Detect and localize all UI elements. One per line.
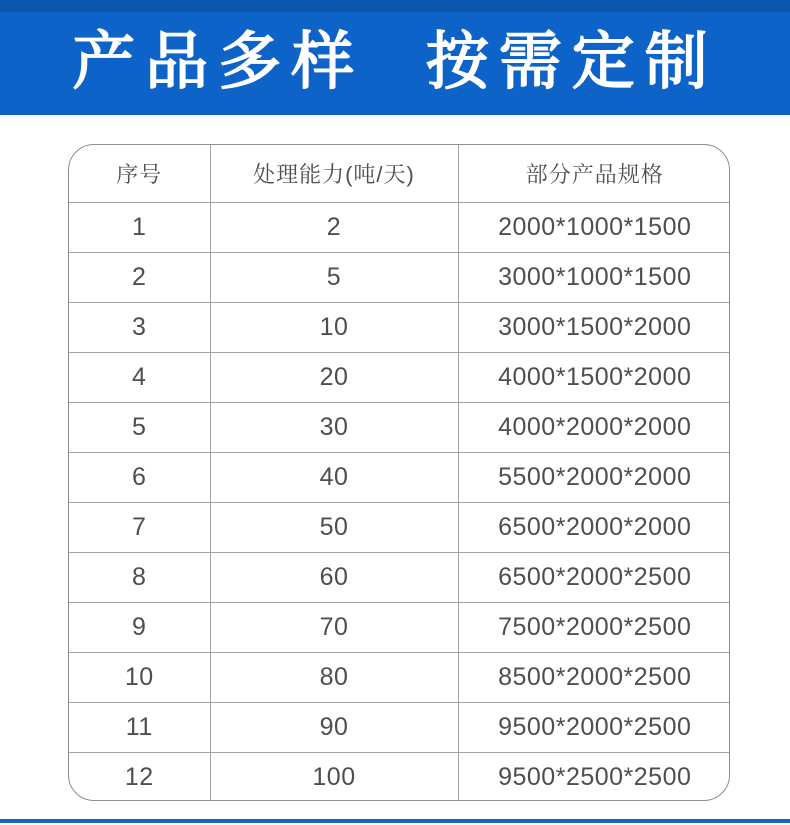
table-row xyxy=(69,303,730,353)
table-row xyxy=(69,753,730,802)
table-row xyxy=(69,353,730,403)
cell-serial: 8 xyxy=(69,553,210,603)
cell-capacity: 40 xyxy=(210,453,458,503)
col-header-serial: 序号 xyxy=(116,162,163,187)
cell-spec: 5500*2000*2000 xyxy=(458,453,730,503)
cell-capacity: 2 xyxy=(210,203,458,253)
cell-spec: 3000*1500*2000 xyxy=(458,303,730,353)
cell-serial: 6 xyxy=(69,453,210,503)
banner-title: 产品多样 按需定制 xyxy=(72,27,718,97)
cell-capacity: 70 xyxy=(210,603,458,653)
table-row xyxy=(69,403,730,453)
cell-spec: 8500*2000*2500 xyxy=(458,653,730,703)
cell-spec: 9500*2000*2500 xyxy=(458,703,730,753)
table-row xyxy=(69,703,730,753)
table-row xyxy=(69,453,730,503)
cell-serial: 1 xyxy=(69,203,210,253)
col-header-spec: 部分产品规格 xyxy=(458,145,730,203)
cell-serial: 2 xyxy=(69,253,210,303)
bottom-divider-bar xyxy=(0,819,790,823)
cell-capacity: 50 xyxy=(210,503,458,553)
cell-spec: 7500*2000*2500 xyxy=(458,603,730,653)
cell-spec: 4000*2000*2000 xyxy=(458,403,730,453)
cell-serial: 7 xyxy=(69,503,210,553)
cell-serial: 3 xyxy=(69,303,210,353)
spec-table-card xyxy=(68,144,730,801)
cell-spec: 3000*1000*1500 xyxy=(458,253,730,303)
cell-serial: 4 xyxy=(69,353,210,403)
cell-capacity: 80 xyxy=(210,653,458,703)
cell-serial: 5 xyxy=(69,403,210,453)
cell-capacity: 10 xyxy=(210,303,458,353)
cell-capacity: 20 xyxy=(210,353,458,403)
cell-capacity: 60 xyxy=(210,553,458,603)
col-header-capacity: 处理能力(吨/天) xyxy=(210,145,458,203)
banner-top-strip xyxy=(0,0,790,12)
cell-spec: 6500*2000*2500 xyxy=(458,553,730,603)
cell-spec: 6500*2000*2000 xyxy=(458,503,730,553)
table-row xyxy=(69,653,730,703)
table-header-row xyxy=(69,145,730,203)
cell-spec: 9500*2500*2500 xyxy=(458,753,730,802)
cell-serial: 11 xyxy=(69,703,210,753)
table-row xyxy=(69,603,730,653)
cell-capacity: 90 xyxy=(210,703,458,753)
table-row xyxy=(69,253,730,303)
cell-capacity: 100 xyxy=(210,753,458,802)
spec-table xyxy=(69,145,730,801)
cell-capacity: 30 xyxy=(210,403,458,453)
cell-serial: 9 xyxy=(69,603,210,653)
table-row xyxy=(69,553,730,603)
cell-serial: 10 xyxy=(69,653,210,703)
cell-capacity: 5 xyxy=(210,253,458,303)
cell-spec: 2000*1000*1500 xyxy=(458,203,730,253)
table-row xyxy=(69,203,730,253)
banner xyxy=(0,0,790,115)
cell-spec: 4000*1500*2000 xyxy=(458,353,730,403)
cell-serial: 12 xyxy=(69,753,210,802)
table-body xyxy=(69,203,730,802)
table-row xyxy=(69,503,730,553)
